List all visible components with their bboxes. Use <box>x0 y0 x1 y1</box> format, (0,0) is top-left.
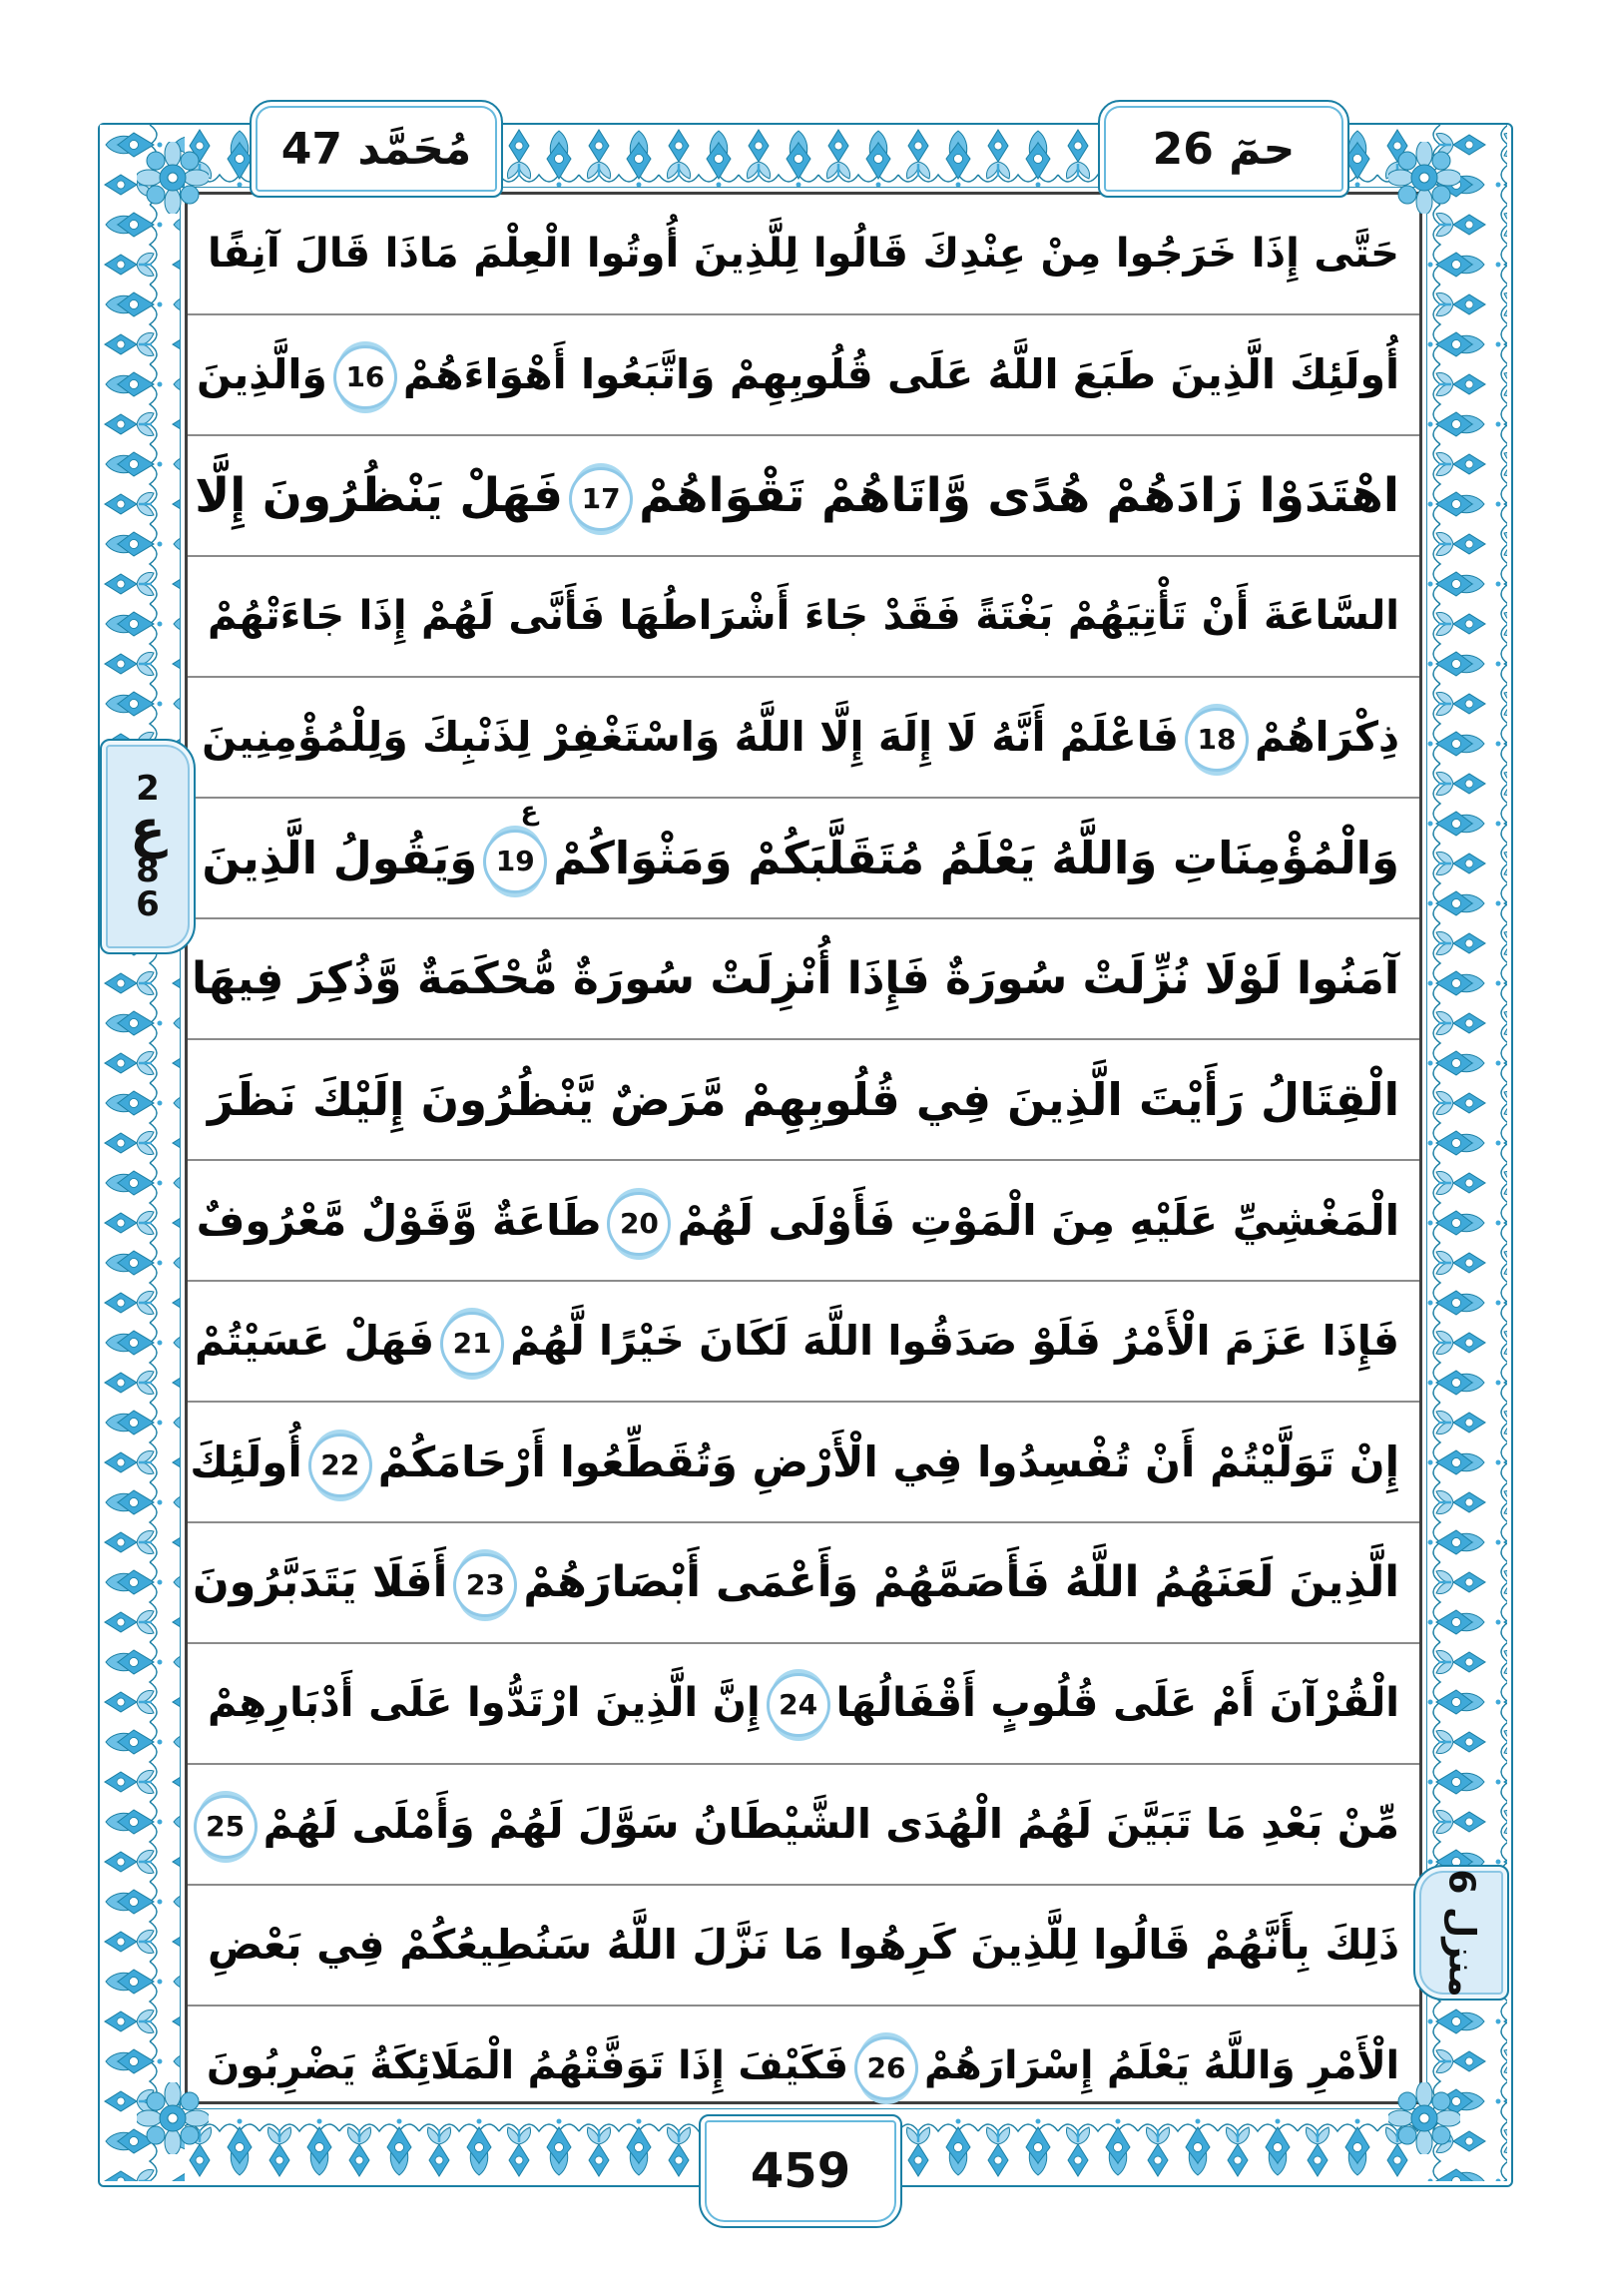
verse-number-marker: 21 <box>440 1312 504 1376</box>
corner-rosette-icon <box>1388 2082 1460 2154</box>
ayah-text: وَيَقُولُ الَّذِينَ <box>202 832 478 884</box>
ayah-text: اهْتَدَوْا زَادَهُمْ هُدًى وَّاتَاهُمْ تَقْوَاهُمْ <box>639 468 1399 523</box>
juz-number-tab <box>1098 100 1349 198</box>
quran-line <box>188 1886 1419 2007</box>
ayah-text: الْقِتَالُ رَأَيْتَ الَّذِينَ فِي قُلُوبِهِمْ مَّرَضٌ يَّنْظُرُونَ إِلَيْكَ نَظَرَ <box>208 1073 1399 1126</box>
quran-line <box>188 436 1419 557</box>
quran-line <box>188 919 1419 1040</box>
verse-number-marker: 19 ع <box>483 830 547 893</box>
ruku-marker-tab <box>100 739 196 954</box>
quran-line <box>188 1523 1419 1644</box>
ruku-ayn-mark: ع <box>520 797 539 827</box>
quran-text-box <box>185 192 1422 2104</box>
quran-line <box>188 1282 1419 1403</box>
ayah-text: الَّذِينَ لَعَنَهُمُ اللَّهُ فَأَصَمَّهُمْ وَأَعْمَى أَبْصَارَهُمْ <box>523 1557 1399 1607</box>
ayah-text: السَّاعَةَ أَنْ تَأْتِيَهُمْ بَغْتَةً فَقَدْ جَاءَ أَشْرَاطُهَا فَأَنَّى لَهُمْ إِذَا جَاءَتْهُمْ <box>208 593 1399 639</box>
quran-line <box>188 2007 1419 2125</box>
ayah-text: إِنْ تَوَلَّيْتُمْ أَنْ تُفْسِدُوا فِي الْأَرْضِ وَتُقَطِّعُوا أَرْحَامَكُمْ <box>377 1437 1399 1486</box>
surah-name-tab <box>250 100 503 198</box>
page-number: 459 <box>750 2143 851 2199</box>
quran-line <box>188 799 1419 919</box>
ayah-text: مِّنْ بَعْدِ مَا تَبَيَّنَ لَهُمُ الْهُدَى الشَّيْطَانُ سَوَّلَ لَهُمْ وَأَمْلَى لَهُمْ <box>263 1800 1399 1848</box>
ayah-text: فَاعْلَمْ أَنَّهُ لَا إِلَهَ إِلَّا اللَّهُ وَاسْتَغْفِرْ لِذَنْبِكَ وَلِلْمُؤْمِنِينَ <box>202 713 1179 761</box>
ayah-text: ذَلِكَ بِأَنَّهُمْ قَالُوا لِلَّذِينَ كَرِهُوا مَا نَزَّلَ اللَّهُ سَنُطِيعُكُمْ فِي بَعْضِ <box>208 1921 1399 1969</box>
ayah-text: وَالَّذِينَ <box>197 350 327 398</box>
ayah-text: طَاعَةٌ وَّقَوْلٌ مَّعْرُوفٌ <box>196 1196 602 1245</box>
corner-rosette-icon <box>137 142 209 214</box>
quran-line <box>188 1644 1419 1765</box>
ayah-text: الْمَغْشِيِّ عَلَيْهِ مِنَ الْمَوْتِ فَأَوْلَى لَهُمْ <box>677 1196 1399 1245</box>
ayah-text: الْقُرْآنَ أَمْ عَلَى قُلُوبٍ أَقْفَالُهَا <box>835 1680 1399 1726</box>
page-number-tab <box>699 2114 902 2228</box>
ayah-text: إِنَّ الَّذِينَ ارْتَدُّوا عَلَى أَدْبَارِهِمْ <box>208 1680 761 1726</box>
ruku-count-top: 2 <box>136 769 160 809</box>
ayah-text: أُولَئِكَ الَّذِينَ طَبَعَ اللَّهُ عَلَى قُلُوبِهِمْ وَاتَّبَعُوا أَهْوَاءَهُمْ <box>402 350 1399 398</box>
ruku-count-bottom: 6 <box>136 884 160 924</box>
border-band-left <box>100 125 185 2181</box>
corner-rosette-icon <box>1388 142 1460 214</box>
verse-number-marker: 22 <box>308 1434 372 1497</box>
ayah-text: الْأَمْرِ وَاللَّهُ يَعْلَمُ إِسْرَارَهُمْ <box>924 2043 1399 2088</box>
ayah-text: ذِكْرَاهُمْ <box>1254 713 1399 761</box>
quran-line <box>188 1040 1419 1161</box>
verse-number-marker: 25 <box>194 1795 258 1859</box>
corner-rosette-icon <box>137 2082 209 2154</box>
manzil-label: منزل 6 <box>1440 1868 1482 1998</box>
quran-line <box>188 1403 1419 1523</box>
ayah-text: فَهَلْ يَنْظُرُونَ إِلَّا <box>195 468 564 523</box>
manzil-marker-tab <box>1413 1865 1509 2001</box>
ayah-text: فَكَيْفَ إِذَا تَوَفَّتْهُمُ الْمَلَائِكَةُ يَضْرِبُونَ <box>207 2043 849 2088</box>
ruku-ayn-symbol: ع <box>130 800 166 860</box>
surah-name-label: مُحَمَّد 47 <box>280 123 472 175</box>
quran-line <box>188 1765 1419 1886</box>
quran-line <box>188 557 1419 678</box>
ayah-text: فَإِذَا عَزَمَ الْأَمْرُ فَلَوْ صَدَقُوا اللَّهَ لَكَانَ خَيْرًا لَّهُمْ <box>510 1317 1399 1365</box>
ayah-text: فَهَلْ عَسَيْتُمْ <box>194 1317 435 1365</box>
ayah-text: وَالْمُؤْمِنَاتِ وَاللَّهُ يَعْلَمُ مُتَقَلَّبَكُمْ وَمَثْوَاكُمْ <box>553 832 1399 884</box>
quran-line <box>188 678 1419 799</box>
ayah-text: أُولَئِكَ <box>190 1437 302 1486</box>
quran-line <box>188 315 1419 436</box>
verse-number-marker: 26 <box>854 2036 918 2100</box>
verse-number-marker: 17 <box>569 467 633 531</box>
ayah-text: آمَنُوا لَوْلَا نُزِّلَتْ سُورَةٌ فَإِذَا أُنْزِلَتْ سُورَةٌ مُّحْكَمَةٌ وَّذُكِرَ فِيهَا <box>191 953 1399 1004</box>
verse-number-marker: 23 <box>453 1553 517 1617</box>
quran-line <box>188 195 1419 315</box>
quran-line <box>188 1161 1419 1282</box>
ayah-text: أَفَلَا يَتَدَبَّرُونَ <box>192 1557 448 1607</box>
ruku-count-mid: 8 <box>136 851 160 890</box>
verse-number-marker: 24 <box>767 1673 830 1737</box>
ayah-text: حَتَّى إِذَا خَرَجُوا مِنْ عِنْدِكَ قَالُوا لِلَّذِينَ أُوتُوا الْعِلْمَ مَاذَا قَالَ آنِفًا <box>208 231 1399 277</box>
verse-number-marker: 18 <box>1185 708 1249 772</box>
juz-number-label: حمٓ 26 <box>1152 123 1296 175</box>
verse-number-marker: 16 <box>333 345 397 409</box>
verse-number-marker: 20 <box>607 1192 671 1256</box>
